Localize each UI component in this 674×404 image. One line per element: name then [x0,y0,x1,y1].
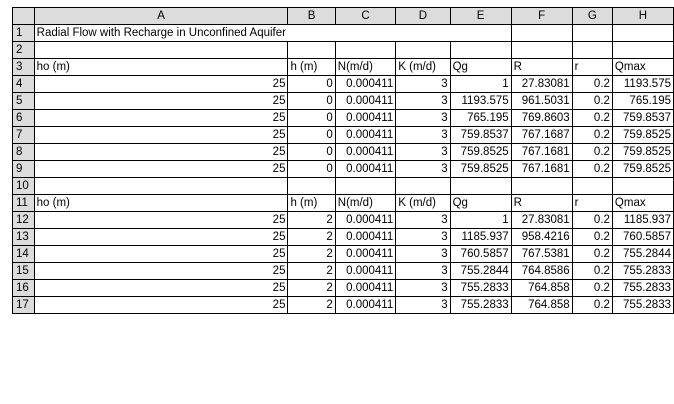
cell-a8[interactable]: 25 [34,144,288,161]
sheet-row-2 [13,42,674,59]
row-header-1[interactable]: 1 [13,25,35,42]
cell-e16[interactable]: 755.2833 [450,280,511,297]
cell-e6[interactable]: 765.195 [450,110,511,127]
cell-a15[interactable]: 25 [34,263,288,280]
cell-e12[interactable]: 1 [450,212,511,229]
cell-h12[interactable]: 1185.937 [612,212,673,229]
cell-c12[interactable]: 0.000411 [335,212,395,229]
cell-g2[interactable] [572,42,612,59]
cell-a3[interactable]: ho (m) [34,59,288,76]
cell-g13[interactable]: 0.2 [572,229,612,246]
cell-e11[interactable]: Qg [450,195,511,212]
cell-a4[interactable]: 25 [34,76,288,93]
cell-h11[interactable]: Qmax [612,195,673,212]
cell-h4[interactable]: 1193.575 [612,76,673,93]
cell-c16[interactable]: 0.000411 [335,280,395,297]
column-header-f[interactable]: F [511,8,572,25]
row-header-15[interactable]: 15 [13,263,35,280]
cell-d13[interactable]: 3 [396,229,450,246]
cell-b9[interactable]: 0 [288,161,335,178]
cell-e4[interactable]: 1 [450,76,511,93]
cell-e5[interactable]: 1193.575 [450,93,511,110]
sheet-row-6 [13,110,674,127]
cell-c9[interactable]: 0.000411 [335,161,395,178]
sheet-row-11 [13,195,674,212]
cell-d16[interactable]: 3 [396,280,450,297]
sheet-row-7 [13,127,674,144]
cell-a2[interactable] [34,42,288,59]
cell-f8[interactable]: 767.1681 [511,144,572,161]
column-header-row [13,8,674,25]
cell-a7[interactable]: 25 [34,127,288,144]
column-header-a[interactable]: A [34,8,288,25]
sheet-row-4 [13,76,674,93]
cell-c10[interactable] [335,178,395,195]
cell-c15[interactable]: 0.000411 [335,263,395,280]
cell-c5[interactable]: 0.000411 [335,93,395,110]
cell-d6[interactable]: 3 [396,110,450,127]
cell-a9[interactable]: 25 [34,161,288,178]
cell-h8[interactable]: 759.8525 [612,144,673,161]
cell-e1[interactable] [450,25,511,42]
cell-b2[interactable] [288,42,335,59]
cell-b1[interactable] [288,25,335,42]
cell-h1[interactable] [612,25,673,42]
cell-h14[interactable]: 755.2844 [612,246,673,263]
cell-h15[interactable]: 755.2833 [612,263,673,280]
sheet-row-10 [13,178,674,195]
cell-f9[interactable]: 767.1681 [511,161,572,178]
cell-g10[interactable] [572,178,612,195]
cell-f2[interactable] [511,42,572,59]
cell-a14[interactable]: 25 [34,246,288,263]
cell-b16[interactable]: 2 [288,280,335,297]
sheet-row-1 [13,25,674,42]
cell-g9[interactable]: 0.2 [572,161,612,178]
cell-a1-title[interactable]: Radial Flow with Recharge in Unconfined Aquifer [34,25,288,42]
cell-e15[interactable]: 755.2844 [450,263,511,280]
cell-a12[interactable]: 25 [34,212,288,229]
cell-g11[interactable]: r [572,195,612,212]
cell-e3[interactable]: Qg [450,59,511,76]
cell-h6[interactable]: 759.8537 [612,110,673,127]
cell-g4[interactable]: 0.2 [572,76,612,93]
cell-c4[interactable]: 0.000411 [335,76,395,93]
row-header-9[interactable]: 9 [13,161,35,178]
sheet-row-15 [13,263,674,280]
row-header-17[interactable]: 17 [13,297,35,314]
cell-a6[interactable]: 25 [34,110,288,127]
cell-e10[interactable] [450,178,511,195]
cell-d8[interactable]: 3 [396,144,450,161]
row-header-12[interactable]: 12 [13,212,35,229]
cell-d2[interactable] [396,42,450,59]
sheet-row-5 [13,93,674,110]
cell-d12[interactable]: 3 [396,212,450,229]
cell-f5[interactable]: 961.5031 [511,93,572,110]
cell-f13[interactable]: 958.4216 [511,229,572,246]
cell-c2[interactable] [335,42,395,59]
cell-h17[interactable]: 755.2833 [612,297,673,314]
cell-c13[interactable]: 0.000411 [335,229,395,246]
sheet-row-12 [13,212,674,229]
column-header-e[interactable]: E [450,8,511,25]
cell-g12[interactable]: 0.2 [572,212,612,229]
cell-c17[interactable]: 0.000411 [335,297,395,314]
cell-a10[interactable] [34,178,288,195]
cell-d1[interactable] [396,25,450,42]
cell-b3[interactable]: h (m) [288,59,335,76]
row-header-2[interactable]: 2 [13,42,35,59]
cell-f6[interactable]: 769.8603 [511,110,572,127]
cell-e13[interactable]: 1185.937 [450,229,511,246]
cell-g14[interactable]: 0.2 [572,246,612,263]
column-header-h[interactable]: H [612,8,673,25]
corner-cell[interactable] [13,8,35,25]
row-header-10[interactable]: 10 [13,178,35,195]
row-header-8[interactable]: 8 [13,144,35,161]
cell-g8[interactable]: 0.2 [572,144,612,161]
row-header-14[interactable]: 14 [13,246,35,263]
cell-g3[interactable]: r [572,59,612,76]
row-header-4[interactable]: 4 [13,76,35,93]
cell-h3[interactable]: Qmax [612,59,673,76]
cell-d4[interactable]: 3 [396,76,450,93]
cell-f16[interactable]: 764.858 [511,280,572,297]
row-header-6[interactable]: 6 [13,110,35,127]
cell-a16[interactable]: 25 [34,280,288,297]
cell-f15[interactable]: 764.8586 [511,263,572,280]
sheet-row-14 [13,246,674,263]
cell-b12[interactable]: 2 [288,212,335,229]
cell-g1[interactable] [572,25,612,42]
cell-g17[interactable]: 0.2 [572,297,612,314]
cell-b6[interactable]: 0 [288,110,335,127]
cell-f1[interactable] [511,25,572,42]
cell-c3[interactable]: N(m/d) [335,59,395,76]
cell-h13[interactable]: 760.5857 [612,229,673,246]
column-header-d[interactable]: D [396,8,450,25]
cell-e17[interactable]: 755.2833 [450,297,511,314]
cell-d11[interactable]: K (m/d) [396,195,450,212]
cell-h5[interactable]: 765.195 [612,93,673,110]
cell-b10[interactable] [288,178,335,195]
cell-g7[interactable]: 0.2 [572,127,612,144]
spreadsheet-grid [12,7,674,314]
cell-c8[interactable]: 0.000411 [335,144,395,161]
cell-b11[interactable]: h (m) [288,195,335,212]
cell-f3[interactable]: R [511,59,572,76]
cell-g6[interactable]: 0.2 [572,110,612,127]
cell-d7[interactable]: 3 [396,127,450,144]
sheet-row-9 [13,161,674,178]
cell-h9[interactable]: 759.8525 [612,161,673,178]
cell-b7[interactable]: 0 [288,127,335,144]
row-header-13[interactable]: 13 [13,229,35,246]
cell-c6[interactable]: 0.000411 [335,110,395,127]
row-header-7[interactable]: 7 [13,127,35,144]
cell-d10[interactable] [396,178,450,195]
cell-c1[interactable] [335,25,395,42]
cell-b5[interactable]: 0 [288,93,335,110]
cell-g15[interactable]: 0.2 [572,263,612,280]
row-header-5[interactable]: 5 [13,93,35,110]
cell-h16[interactable]: 755.2833 [612,280,673,297]
cell-b8[interactable]: 0 [288,144,335,161]
cell-c14[interactable]: 0.000411 [335,246,395,263]
cell-g16[interactable]: 0.2 [572,280,612,297]
cell-d14[interactable]: 3 [396,246,450,263]
cell-e7[interactable]: 759.8537 [450,127,511,144]
column-header-b[interactable]: B [288,8,335,25]
cell-b17[interactable]: 2 [288,297,335,314]
cell-a11[interactable]: ho (m) [34,195,288,212]
row-header-11[interactable]: 11 [13,195,35,212]
cell-f12[interactable]: 27.83081 [511,212,572,229]
cell-d9[interactable]: 3 [396,161,450,178]
cell-e8[interactable]: 759.8525 [450,144,511,161]
cell-b4[interactable]: 0 [288,76,335,93]
row-header-3[interactable]: 3 [13,59,35,76]
cell-f4[interactable]: 27.83081 [511,76,572,93]
cell-h10[interactable] [612,178,673,195]
cell-a13[interactable]: 25 [34,229,288,246]
cell-g5[interactable]: 0.2 [572,93,612,110]
cell-e14[interactable]: 760.5857 [450,246,511,263]
cell-b13[interactable]: 2 [288,229,335,246]
cell-a5[interactable]: 25 [34,93,288,110]
cell-e2[interactable] [450,42,511,59]
sheet-row-13 [13,229,674,246]
cell-f11[interactable]: R [511,195,572,212]
cell-f7[interactable]: 767.1687 [511,127,572,144]
cell-f17[interactable]: 764.858 [511,297,572,314]
cell-c11[interactable]: N(m/d) [335,195,395,212]
sheet-row-17 [13,297,674,314]
cell-a17[interactable]: 25 [34,297,288,314]
cell-b15[interactable]: 2 [288,263,335,280]
sheet-row-16 [13,280,674,297]
cell-d17[interactable]: 3 [396,297,450,314]
sheet-row-3 [13,59,674,76]
column-header-c[interactable]: C [335,8,395,25]
cell-d5[interactable]: 3 [396,93,450,110]
column-header-g[interactable]: G [572,8,612,25]
cell-b14[interactable]: 2 [288,246,335,263]
cell-e9[interactable]: 759.8525 [450,161,511,178]
sheet-row-8 [13,144,674,161]
cell-h2[interactable] [612,42,673,59]
cell-c7[interactable]: 0.000411 [335,127,395,144]
cell-f14[interactable]: 767.5381 [511,246,572,263]
row-header-16[interactable]: 16 [13,280,35,297]
cell-d15[interactable]: 3 [396,263,450,280]
cell-d3[interactable]: K (m/d) [396,59,450,76]
cell-f10[interactable] [511,178,572,195]
cell-h7[interactable]: 759.8525 [612,127,673,144]
